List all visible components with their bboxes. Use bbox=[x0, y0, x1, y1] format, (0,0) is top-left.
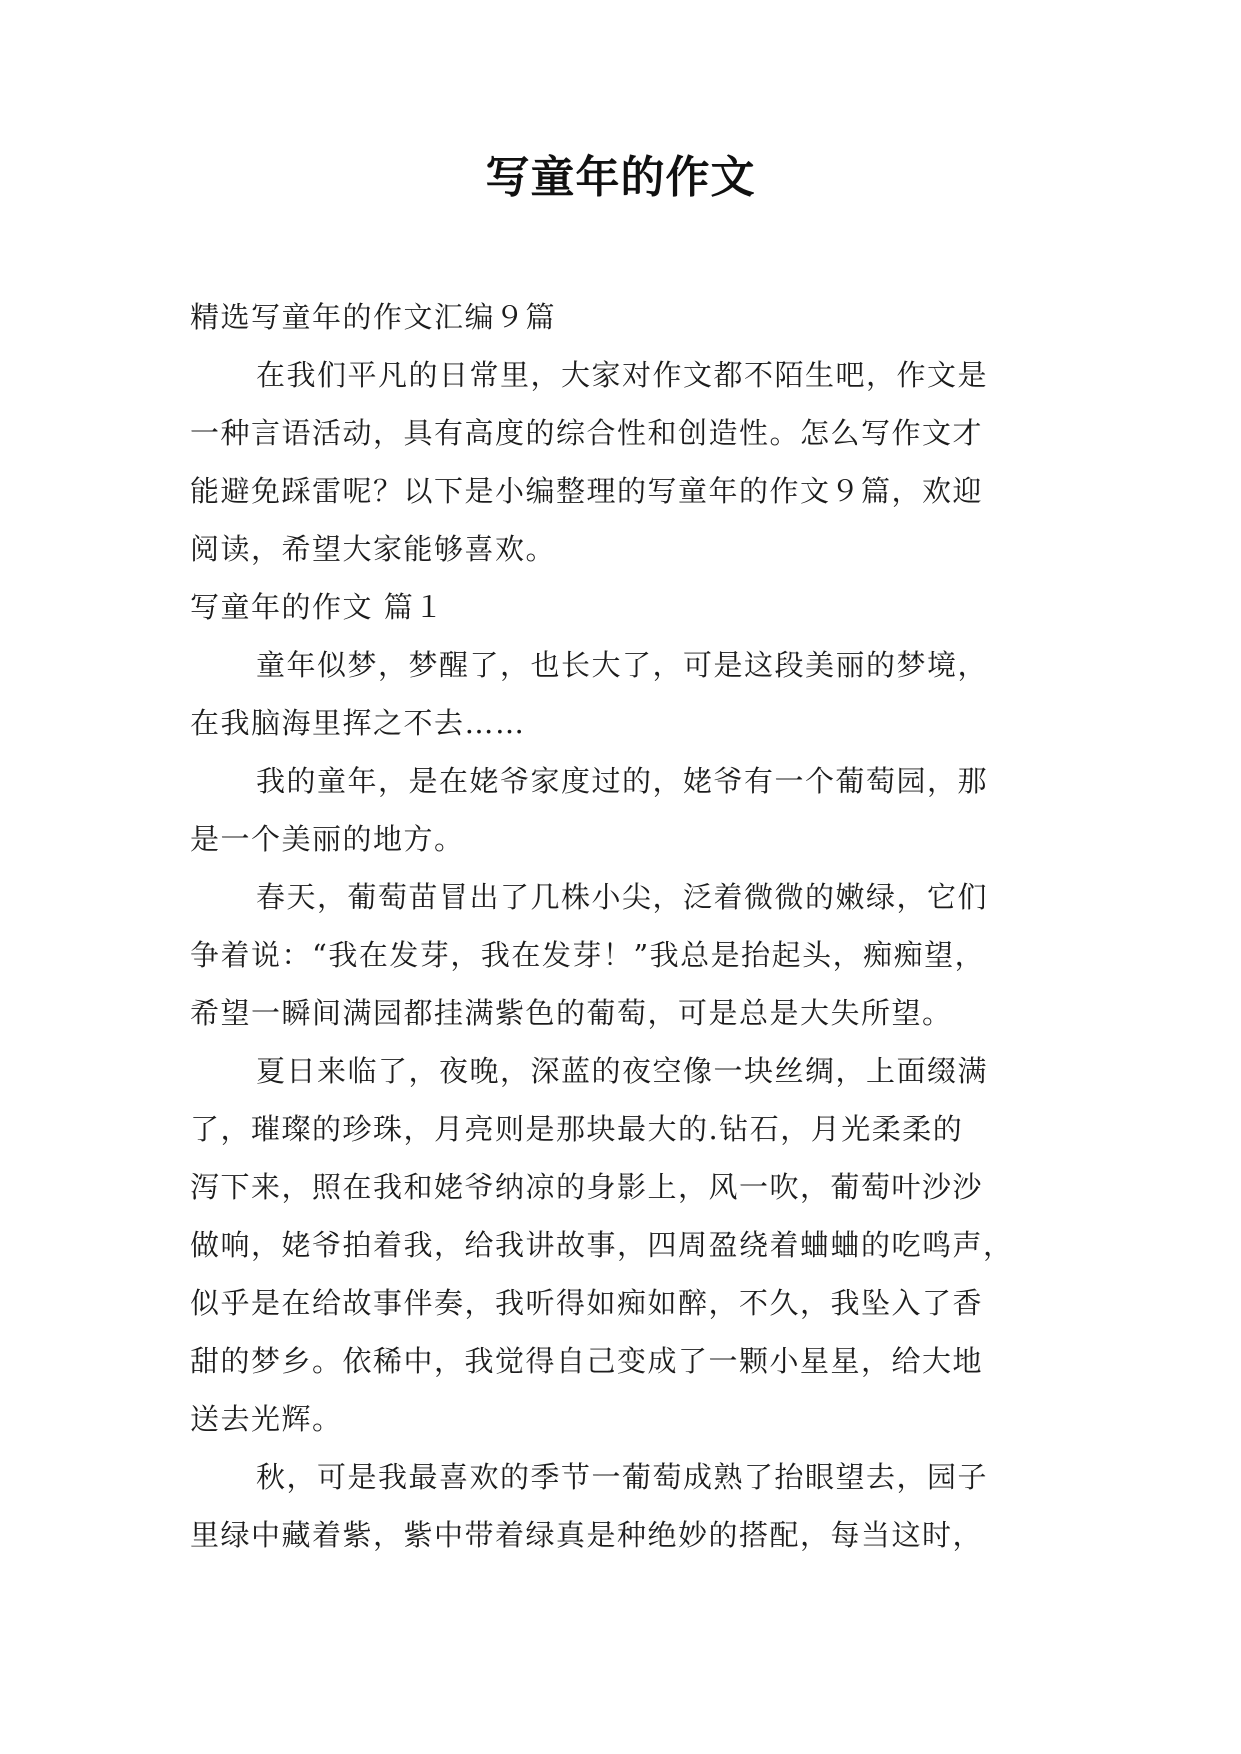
text-line: 阅读，希望大家能够喜欢。 bbox=[190, 532, 557, 566]
text-line: 在我们平凡的日常里，大家对作文都不陌生吧，作文是 bbox=[256, 358, 989, 392]
text-line: 我的童年，是在姥爷家度过的，姥爷有一个葡萄园，那 bbox=[256, 764, 989, 798]
text-line: 里绿中藏着紫，紫中带着绿真是种绝妙的搭配，每当这时， bbox=[190, 1518, 984, 1552]
text-line: 春天，葡萄苗冒出了几株小尖，泛着微微的嫩绿，它们 bbox=[256, 880, 989, 914]
text-line: 秋，可是我最喜欢的季节一葡萄成熟了抬眼望去，园子 bbox=[256, 1460, 989, 1494]
text-line: 能避免踩雷呢？以下是小编整理的写童年的作文９篇，欢迎 bbox=[190, 474, 984, 508]
text-line: 泻下来，照在我和姥爷纳凉的身影上，风一吹，葡萄叶沙沙 bbox=[190, 1170, 984, 1204]
text-line: 精选写童年的作文汇编９篇 bbox=[190, 300, 557, 334]
text-line: 争着说：“我在发芽，我在发芽！”我总是抬起头，痴痴望， bbox=[190, 938, 986, 972]
document-title: 写童年的作文 bbox=[485, 152, 756, 203]
text-line: 希望一瞬间满园都挂满紫色的葡萄，可是总是大失所望。 bbox=[190, 996, 953, 1030]
text-line: 写童年的作文 篇１ bbox=[190, 590, 445, 624]
document-body bbox=[190, 288, 1050, 1564]
text-line: 夏日来临了，夜晚，深蓝的夜空像一块丝绸，上面缀满 bbox=[256, 1054, 989, 1088]
text-line: 做响，姥爷拍着我，给我讲故事，四周盈绕着蛐蛐的吃鸣声， bbox=[190, 1228, 1014, 1262]
text-line: 在我脑海里挥之不去…… bbox=[190, 706, 526, 740]
text-line: 一种言语活动，具有高度的综合性和创造性。怎么写作文才 bbox=[190, 416, 984, 450]
text-line: 童年似梦，梦醒了，也长大了，可是这段美丽的梦境， bbox=[256, 648, 989, 682]
text-line: 送去光辉。 bbox=[190, 1402, 343, 1436]
text-line: 了，璀璨的珍珠，月亮则是那块最大的.钻石，月光柔柔的 bbox=[190, 1112, 964, 1146]
text-line: 似乎是在给故事伴奏，我听得如痴如醉，不久，我坠入了香 bbox=[190, 1286, 984, 1320]
text-line: 是一个美丽的地方。 bbox=[190, 822, 465, 856]
text-line: 甜的梦乡。依稀中，我觉得自己变成了一颗小星星，给大地 bbox=[190, 1344, 984, 1378]
